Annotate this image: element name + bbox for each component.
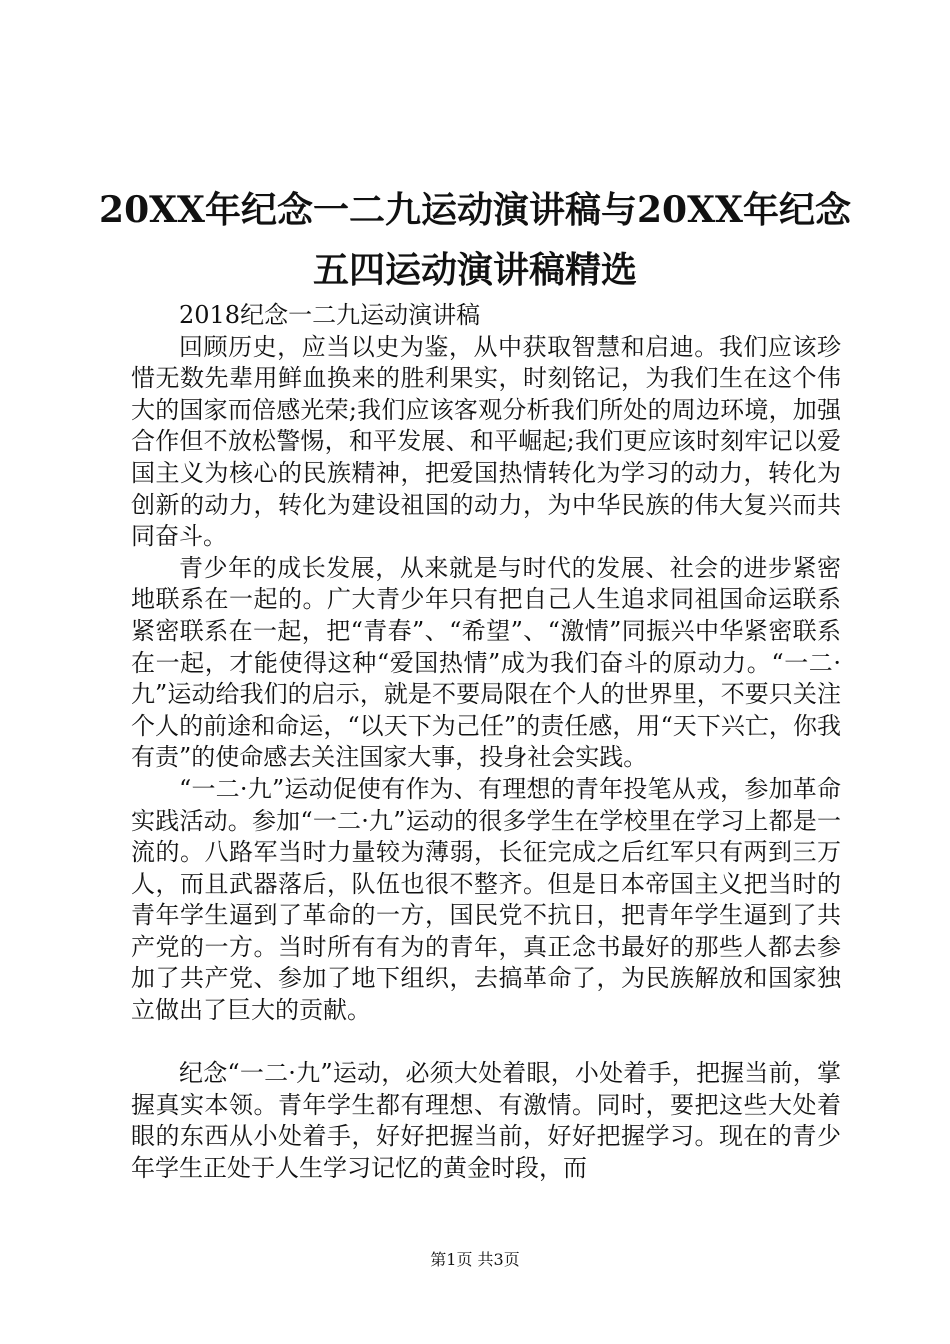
page-footer: 第1页 共3页 <box>430 1250 520 1269</box>
paragraph-2: 青少年的成长发展，从来就是与时代的发展、社会的进步紧密地联系在一起的。广大青少年只有把自己人生追求同祖国命运联系紧密联系在一起，把“青春”、“希望”、“激情”同振兴中华紧密联系在一起，才能使得这种“爱国热情”成为我们奋斗的原动力。“一二·九”运动给我们的启示，就是不要局限在个人的世界里，不要只关注个人的前途和命运，“以天下为己任”的责任感，用“天下兴亡，你我有责”的使命感去关注国家大事，投身社会实践。 <box>131 553 841 772</box>
paragraph-4: 纪念“一二·九”运动，必须大处着眼，小处着手，把握当前，掌握真实本领。青年学生都有理想、有激情。同时，要把这些大处着眼的东西从小处着手，好好把握当前，好好把握学习。现在的青少年学生正处于人生学习记忆的黄金时段，而 <box>131 1059 841 1183</box>
paragraph-3: “一二·九”运动促使有作为、有理想的青年投笔从戎，参加革命实践活动。参加“一二·九”运动的很多学生在学校里在学习上都是一流的。八路军当时力量较为薄弱，长征完成之后红军只有两到三万人，而且武器落后，队伍也很不整齐。但是日本帝国主义把当时的青年学生逼到了革命的一方，国民党不抗日，把青年学生逼到了共产党的一方。当时所有有为的青年，真正念书最好的那些人都去参加了共产党、参加了地下组织，去搞革命了，为民族解放和国家独立做出了巨大的贡献。 <box>131 774 841 1025</box>
section-subheading: 2018纪念一二九运动演讲稿 <box>179 301 481 329</box>
document-title-line-1: 20XX年纪念一二九运动演讲稿与20XX年纪念 <box>99 189 851 231</box>
document-title-line-2: 五四运动演讲稿精选 <box>312 249 637 291</box>
document-body <box>131 300 841 1185</box>
paragraph-1: 回顾历史，应当以史为鉴，从中获取智慧和启迪。我们应该珍惜无数先辈用鲜血换来的胜利果实，时刻铭记，为我们生在这个伟大的国家而倍感光荣;我们应该客观分析我们所处的周边环境，加强合作但不放松警惕，和平发展、和平崛起;我们更应该时刻牢记以爱国主义为核心的民族精神，把爱国热情转化为学习的动力，转化为创新的动力，转化为建设祖国的动力，为中华民族的伟大复兴而共同奋斗。 <box>131 332 841 551</box>
